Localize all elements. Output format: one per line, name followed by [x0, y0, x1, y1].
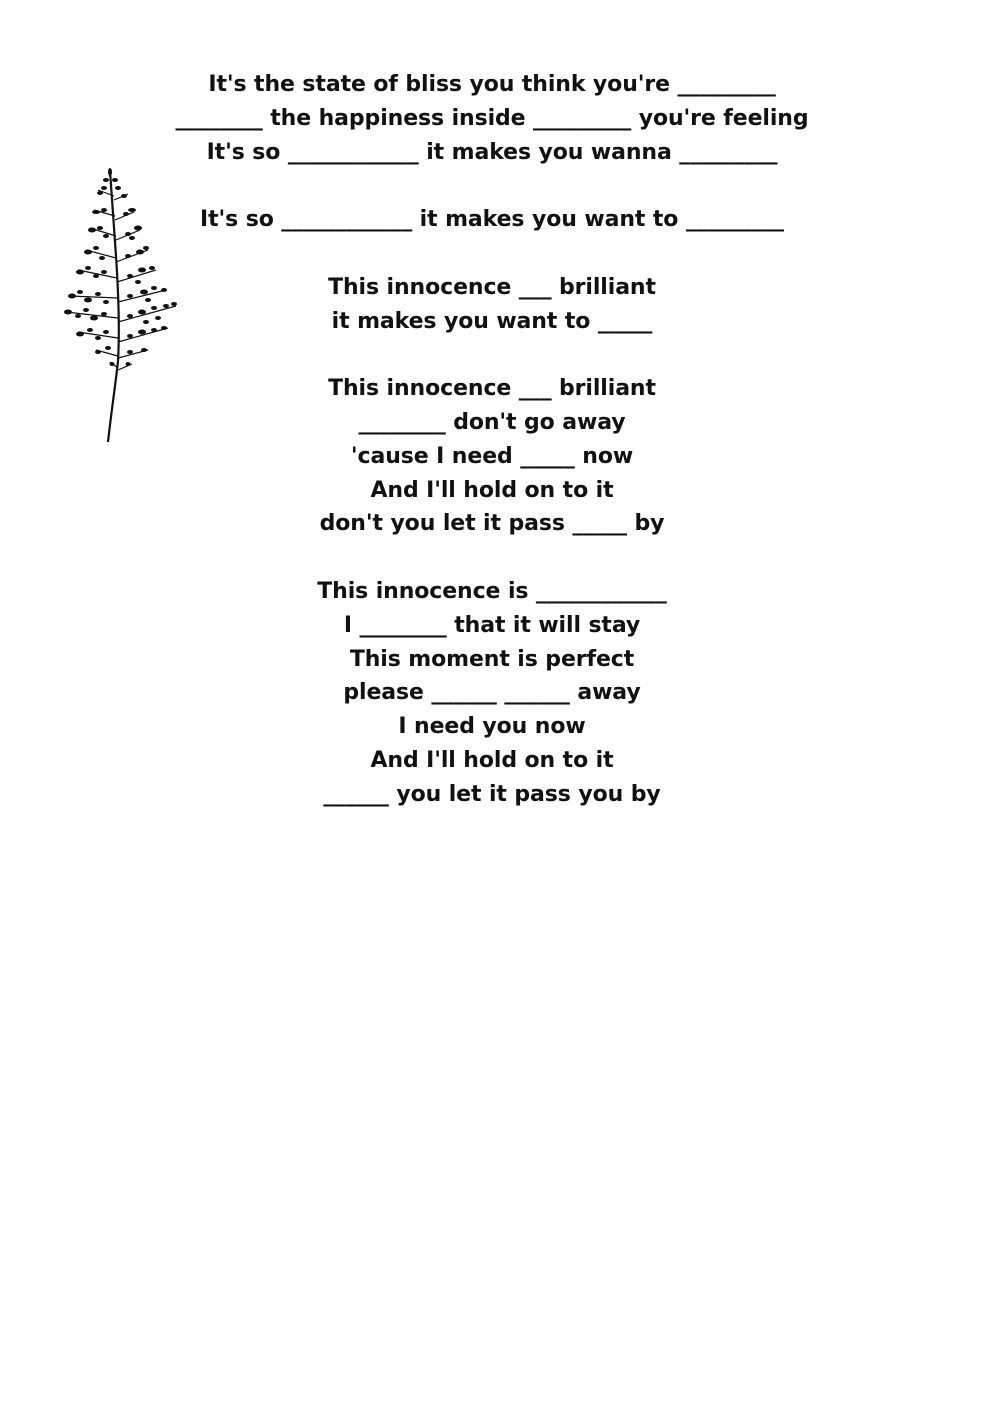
lyric-line: ______ you let it pass you by [323, 781, 661, 807]
lyric-line: It's so ____________ it makes you want to _________ [200, 207, 784, 233]
lyric-line: This innocence ___ brilliant [328, 274, 656, 300]
lyric-line: ________ the happiness inside _________ you're feeling [175, 105, 809, 131]
lyric-line: don't you let it pass _____ by [319, 511, 665, 537]
lyrics-worksheet [0, 68, 984, 812]
lyric-line: I ________ that it will stay [343, 612, 641, 638]
stanza-gap [0, 338, 984, 372]
lyric-line: It's so ____________ it makes you wanna _________ [206, 139, 778, 165]
stanza-gap [0, 237, 984, 271]
lyric-line: This innocence ___ brilliant [328, 376, 656, 402]
stanza-gap [0, 169, 984, 203]
lyric-line: And I'll hold on to it [370, 477, 614, 503]
lyric-line: I need you now [398, 714, 586, 740]
lyric-line: This moment is perfect [349, 646, 635, 672]
lyric-line: And I'll hold on to it [370, 747, 614, 773]
lyric-line: 'cause I need _____ now [350, 443, 634, 469]
lyric-line: ________ don't go away [358, 409, 626, 435]
lyric-line: it makes you want to _____ [331, 308, 653, 334]
lyric-line: This innocence is ____________ [317, 578, 667, 604]
lyric-line: please ______ ______ away [343, 680, 641, 706]
stanza-gap [0, 541, 984, 575]
lyric-line: It's the state of bliss you think you're _________ [208, 72, 776, 97]
